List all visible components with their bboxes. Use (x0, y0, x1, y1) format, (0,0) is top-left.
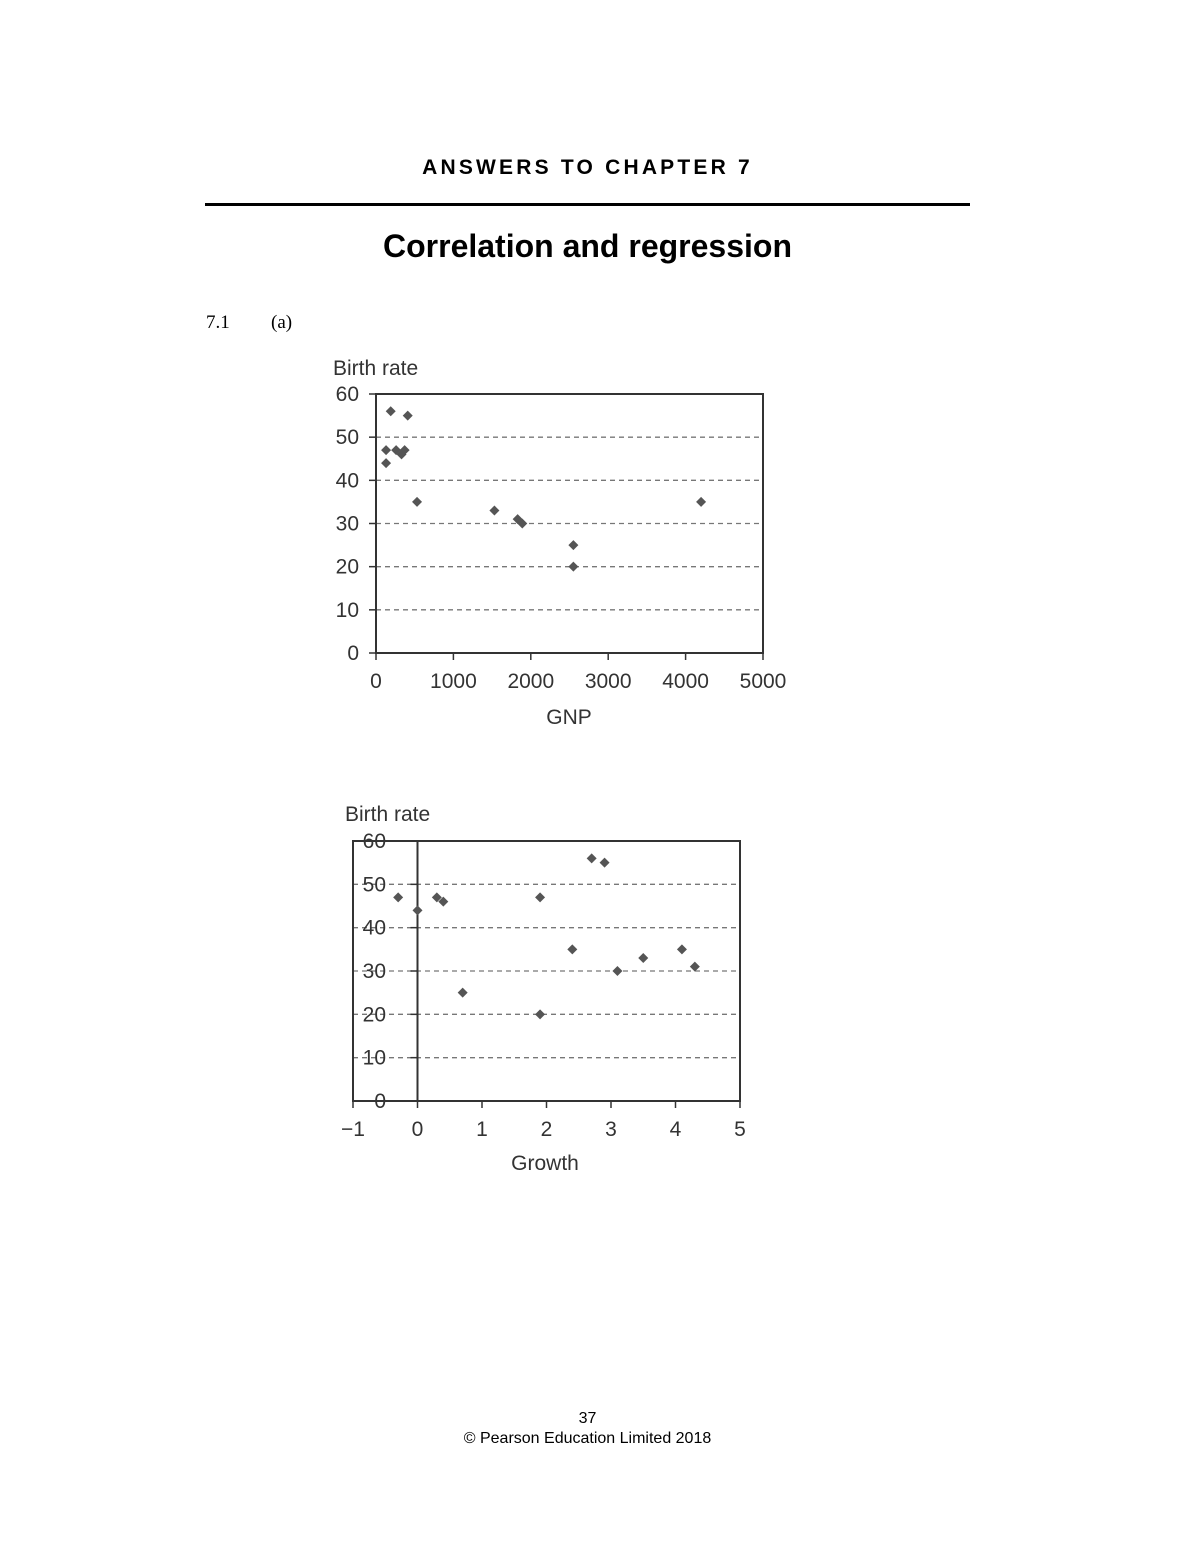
copyright-notice: © Pearson Education Limited 2018 (463, 1430, 712, 1447)
x-tick-label: 3000 (584, 670, 632, 693)
y-axis-label: Birth rate (333, 357, 419, 380)
chapter-heading: ANSWERS TO CHAPTER 7 (422, 156, 753, 179)
y-tick-label: 60 (335, 383, 359, 406)
x-axis-label: Growth (511, 1152, 579, 1175)
data-point (600, 858, 610, 868)
x-tick-label: 0 (411, 1118, 424, 1141)
page-number: 37 (578, 1410, 597, 1427)
data-point (535, 892, 545, 902)
x-tick-label: 2 (540, 1118, 553, 1141)
data-point (413, 905, 423, 915)
x-axis-label: GNP (546, 706, 592, 729)
x-tick-label: −1 (341, 1118, 365, 1141)
y-tick-label: 20 (362, 1003, 386, 1027)
y-axis-label: Birth rate (345, 803, 431, 826)
x-tick-label: 5 (734, 1118, 746, 1141)
y-tick-label: 60 (362, 830, 386, 853)
y-tick-label: 0 (347, 642, 359, 665)
question-part: (a) (271, 312, 293, 333)
x-tick-label: 4 (669, 1118, 682, 1141)
y-tick-label: 30 (335, 512, 359, 536)
y-tick-label: 30 (362, 960, 386, 983)
data-point (690, 962, 700, 972)
x-tick-label: 4000 (662, 670, 709, 693)
data-point (587, 853, 597, 863)
data-point (677, 944, 687, 954)
data-point (393, 892, 403, 902)
data-point (535, 1009, 545, 1019)
x-tick-label: 1 (476, 1118, 488, 1141)
x-tick-label: 0 (370, 670, 382, 693)
data-point (567, 944, 577, 954)
y-tick-label: 40 (335, 469, 359, 493)
data-point (638, 953, 648, 963)
y-tick-label: 40 (362, 916, 386, 940)
x-tick-label: 1000 (430, 670, 477, 693)
y-tick-label: 20 (335, 555, 359, 579)
data-point (612, 966, 622, 976)
y-tick-label: 50 (335, 426, 359, 450)
y-tick-label: 10 (362, 1046, 386, 1070)
x-tick-label: 2000 (507, 670, 555, 693)
x-tick-label: 5000 (739, 670, 787, 693)
y-tick-label: 10 (335, 598, 359, 622)
x-tick-label: 3 (605, 1118, 617, 1141)
y-tick-label: 50 (362, 873, 386, 897)
data-point (458, 988, 468, 998)
chapter-title: Correlation and regression (383, 228, 792, 264)
y-tick-label: 0 (374, 1090, 386, 1113)
question-number: 7.1 (206, 312, 230, 333)
